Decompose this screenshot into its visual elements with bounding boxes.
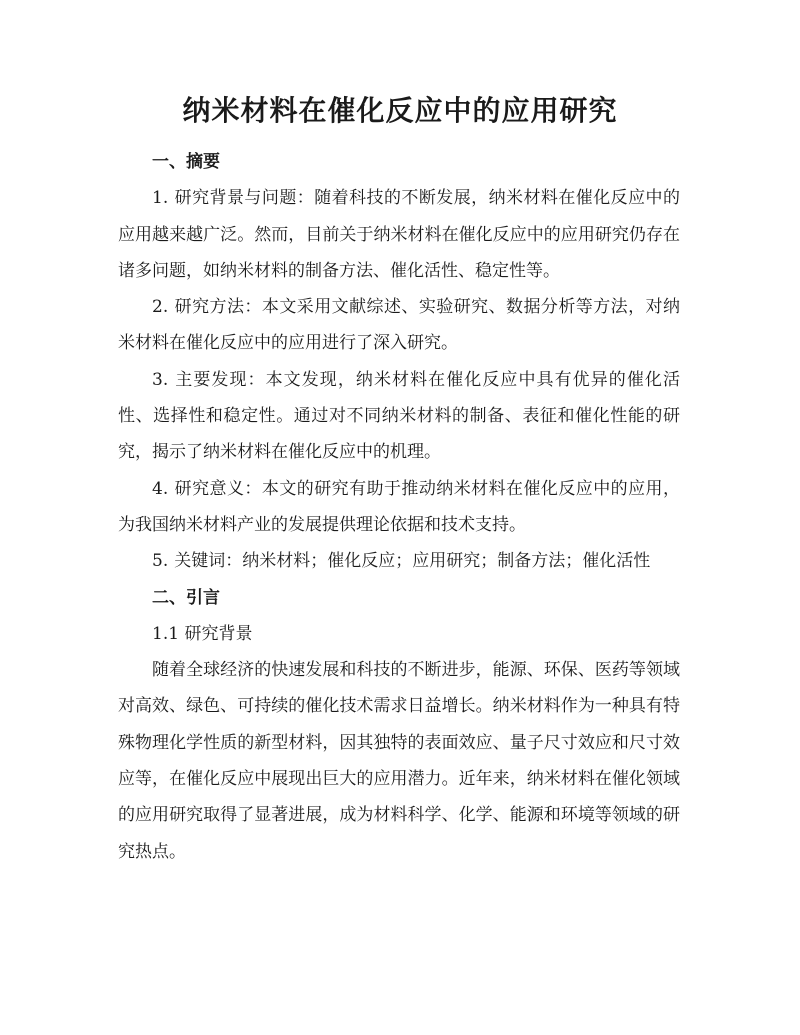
subsection-heading: 1.1 研究背景 [152,623,253,644]
abstract-item-number: 4. [152,478,169,499]
document-title: 纳米材料在催化反应中的应用研究 [182,94,618,127]
abstract-item-4 [118,471,680,544]
abstract-item-number: 1. [152,188,169,209]
abstract-item-5 [118,543,680,579]
abstract-item-text: 研究意义：本文的研究有助于推动纳米材料在催化反应中的应用，为我国纳米材料产业的发展提供理论依据和技术支持。 [118,478,680,535]
abstract-item-text: 主要发现：本文发现，纳米材料在催化反应中具有优异的催化活性、选择性和稳定性。通过对不同纳米材料的制备、表征和催化性能的研究，揭示了纳米材料在催化反应中的机理。 [118,369,680,463]
section-heading-introduction: 二、引言 [152,587,220,608]
abstract-item-3 [118,362,680,471]
abstract-item-text: 研究方法：本文采用文献综述、实验研究、数据分析等方法，对纳米材料在催化反应中的应用进行了深入研究。 [118,297,680,354]
abstract-item-number: 3. [152,369,169,390]
abstract-item-text: 关键词：纳米材料；催化反应；应用研究；制备方法；催化活性 [174,551,651,572]
introduction-paragraph: 随着全球经济的快速发展和科技的不断进步，能源、环保、医药等领域对高效、绿色、可持续的催化技术需求日益增长。纳米材料作为一种具有特殊物理化学性质的新型材料，因其独特的表面效应、量子尺寸效应和尺寸效应等，在催化反应中展现出巨大的应用潜力。近年来，纳米材料在催化领域的应用研究取得了显著进展，成为材料科学、化学、能源和环境等领域的研究热点。 [118,660,680,862]
abstract-item-number: 5. [152,551,169,572]
section-heading-abstract: 一、摘要 [152,152,220,172]
abstract-item-text: 研究背景与问题：随着科技的不断发展，纳米材料在催化反应中的应用越来越广泛。然而，目前关于纳米材料在催化反应中的应用研究仍存在诸多问题，如纳米材料的制备方法、催化活性、稳定性等。 [118,188,680,281]
abstract-item-2 [118,289,680,362]
document-body [118,144,680,870]
abstract-item-number: 2. [152,297,169,318]
abstract-item-1 [118,180,680,289]
